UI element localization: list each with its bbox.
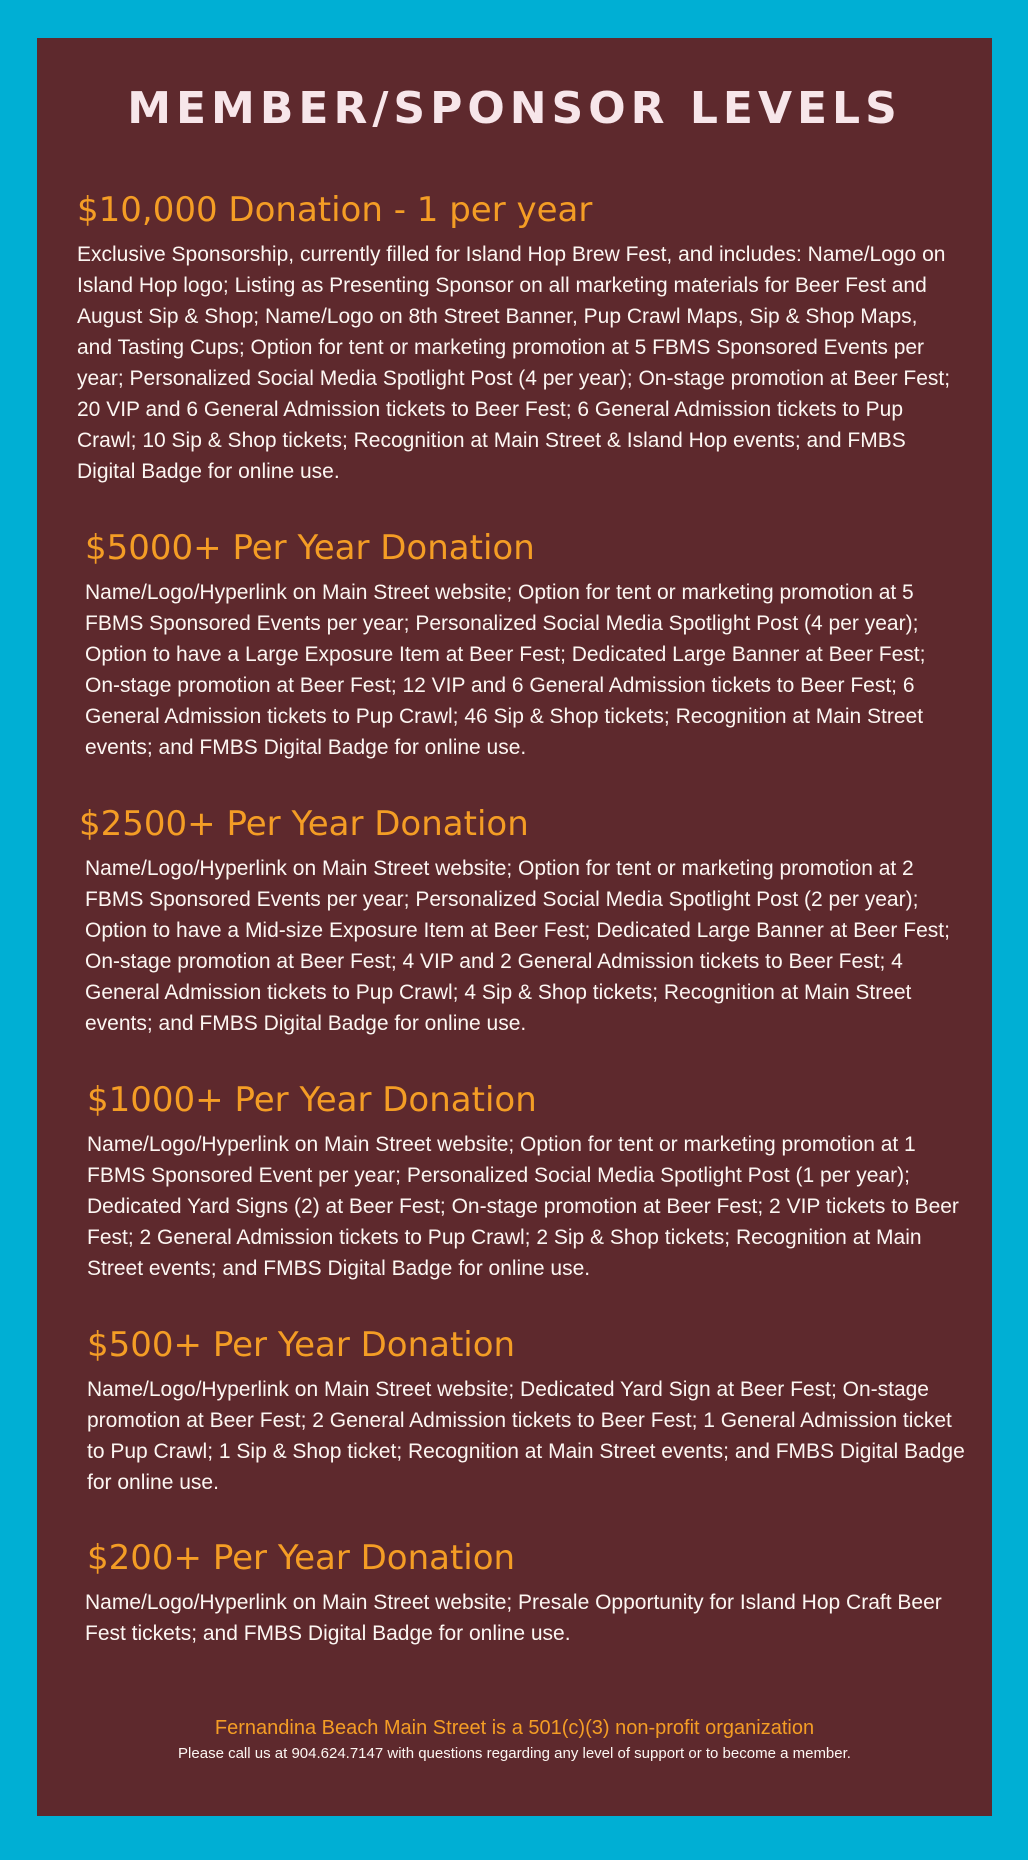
- level-heading: $5000+ Per Year Donation: [85, 528, 535, 568]
- page-title: MEMBER/SPONSOR LEVELS: [127, 83, 902, 134]
- level-heading: $10,000 Donation - 1 per year: [77, 190, 593, 230]
- level-description: Name/Logo/Hyperlink on Main Street website; Dedicated Yard Sign at Beer Fest; On-stage promotion at Beer Fest; 2 General Admission tickets to Beer Fest; 1 General Admission ticket to Pup Crawl; 1 Sip & Shop ticket; Recognition at Main Street events; and FMBS Digital Badge for online use.: [87, 1377, 965, 1494]
- footer: [37, 1716, 992, 1764]
- level-heading: $1000+ Per Year Donation: [87, 1080, 537, 1120]
- sponsor-level-5000: [85, 528, 965, 763]
- nonprofit-note: Fernandina Beach Main Street is a 501(c)(3) non-profit organization: [214, 1717, 815, 1739]
- sponsor-level-1000: [87, 1080, 967, 1284]
- level-description: Name/Logo/Hyperlink on Main Street website; Presale Opportunity for Island Hop Craft Beer Fest tickets; and FMBS Digital Badge for online use.: [85, 1590, 942, 1645]
- level-heading: $2500+ Per Year Donation: [79, 804, 529, 844]
- level-description: Name/Logo/Hyperlink on Main Street website; Option for tent or marketing promotion at 2 FBMS Sponsored Events per year; Personalized Social Media Spotlight Post (2 per year); Option to have a Mid-size Exposure Item at Beer Fest; Dedicated Large Banner at Beer Fest; On-stage promotion at Beer Fest; 4 VIP and 2 General Admission tickets to Beer Fest; 4 General Admission tickets to Pup Crawl; 4 Sip & Shop tickets; Recognition at Main Street events; and FMBS Digital Badge for online use.: [85, 856, 950, 1035]
- sponsor-level-200: [87, 1538, 967, 1649]
- content-panel: [37, 38, 992, 1816]
- sponsor-level-2500: [79, 804, 959, 1039]
- level-heading: $200+ Per Year Donation: [87, 1538, 516, 1578]
- sponsor-level-10000: [77, 190, 957, 487]
- level-description: Name/Logo/Hyperlink on Main Street website; Option for tent or marketing promotion at 5 FBMS Sponsored Events per year; Personalized Social Media Spotlight Post (4 per year); Option to have a Large Exposure Item at Beer Fest; Dedicated Large Banner at Beer Fest; On-stage promotion at Beer Fest; 12 VIP and 6 General Admission tickets to Beer Fest; 6 General Admission tickets to Pup Crawl; 46 Sip & Shop tickets; Recognition at Main Street events; and FMBS Digital Badge for online use.: [85, 580, 926, 759]
- level-heading: $500+ Per Year Donation: [87, 1325, 516, 1365]
- contact-note: Please call us at 904.624.7147 with questions regarding any level of support or to become a member.: [178, 1745, 851, 1762]
- sponsor-level-500: [87, 1325, 967, 1498]
- level-description: Name/Logo/Hyperlink on Main Street website; Option for tent or marketing promotion at 1 FBMS Sponsored Event per year; Personalized Social Media Spotlight Post (1 per year); Dedicated Yard Signs (2) at Beer Fest; On-stage promotion at Beer Fest; 2 VIP tickets to Beer Fest; 2 General Admission tickets to Pup Crawl; 2 Sip & Shop tickets; Recognition at Main Street events; and FMBS Digital Badge for online use.: [87, 1132, 959, 1280]
- level-description: Exclusive Sponsorship, currently filled for Island Hop Brew Fest, and includes: Name/Logo on Island Hop logo; Listing as Presenting Sponsor on all marketing materials for Beer Fest and August Sip & Shop; Name/Logo on 8th Street Banner, Pup Crawl Maps, Sip & Shop Maps, and Tasting Cups; Option for tent or marketing promotion at 5 FBMS Sponsored Events per year; Personalized Social Media Spotlight Post (4 per year); On-stage promotion at Beer Fest; 20 VIP and 6 General Admission tickets to Beer Fest; 6 General Admission tickets to Pup Crawl; 10 Sip & Shop tickets; Recognition at Main Street & Island Hop events; and FMBS Digital Badge for online use.: [77, 242, 951, 483]
